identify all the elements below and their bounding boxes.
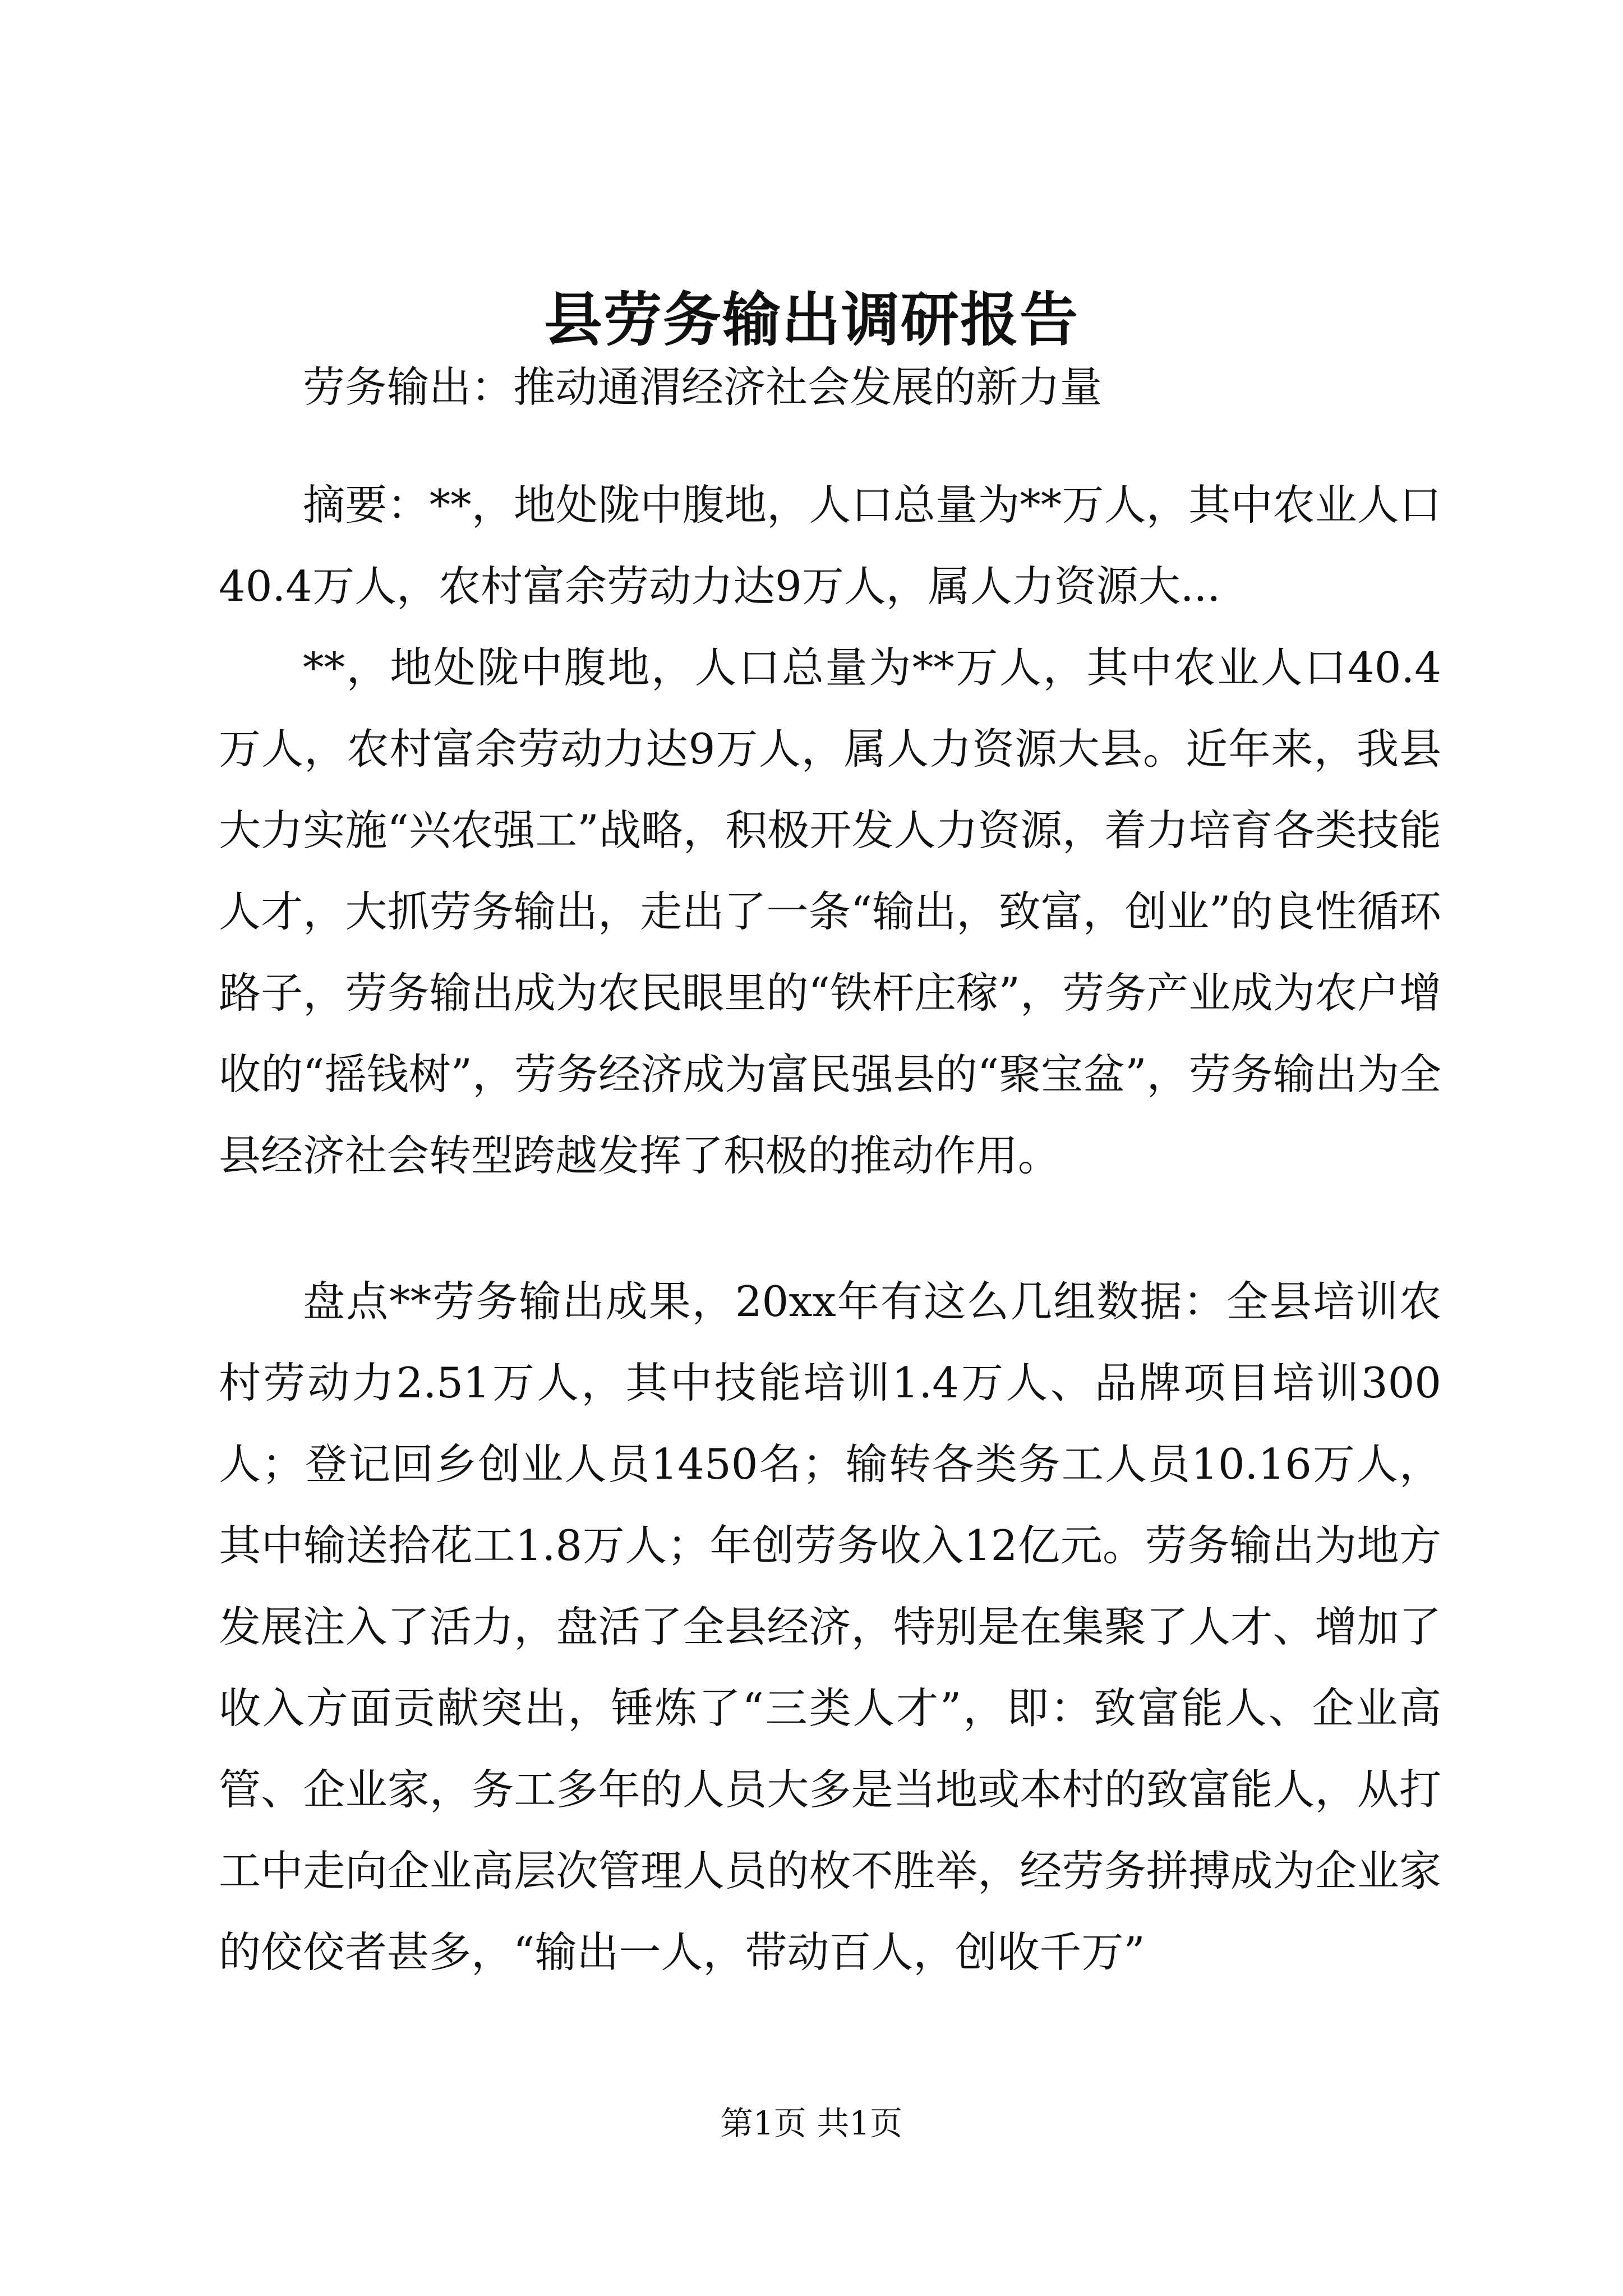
body-paragraph-intro: **，地处陇中腹地，人口总量为**万人，其中农业人口40.4万人，农村富余劳动力达9万人，属人力资源大县。近年来，我县大力实施“兴农强工”战略，积极开发人力资源，着力培育各类技能人才，大抓劳务输出，走出了一条“输出，致富，创业”的良性循环路子，劳务输出成为农民眼里的“铁杆庄稼”，劳务产业成为农户增收的“摇钱树”，劳务经济成为富民强县的“聚宝盆”，劳务输出为全县经济社会转型跨越发挥了积极的推动作用。 (219, 643, 1441, 1180)
document-subtitle: 劳务输出：推动通渭经济社会发展的新力量 (303, 362, 1103, 412)
document-title: 县劳务输出调研报告 (543, 285, 1079, 354)
page-number-footer: 第1页 共1页 (720, 2104, 903, 2142)
abstract-paragraph: 摘要：**，地处陇中腹地，人口总量为**万人，其中农业人口40.4万人，农村富余劳动力达9万人，属人力资源大... (219, 480, 1441, 611)
body-paragraph-results: 盘点**劳务输出成果，20xx年有这么几组数据：全县培训农村劳动力2.51万人，其中技能培训1.4万人、品牌项目培训300人；登记回乡创业人员1450名；输转各类务工人员10.16万人，其中输送拾花工1.8万人；年创劳务收入12亿元。劳务输出为地方发展注入了活力，盘活了全县经济，特别是在集聚了人才、增加了收入方面贡献突出，锤炼了“三类人才”，即：致富能人、企业高管、企业家，务工多年的人员大多是当地或本村的致富能人，从打工中走向企业高层次管理人员的枚不胜举，经劳务拼搏成为企业家的佼佼者甚多，“输出一人，带动百人，创收千万” (219, 1277, 1441, 1977)
